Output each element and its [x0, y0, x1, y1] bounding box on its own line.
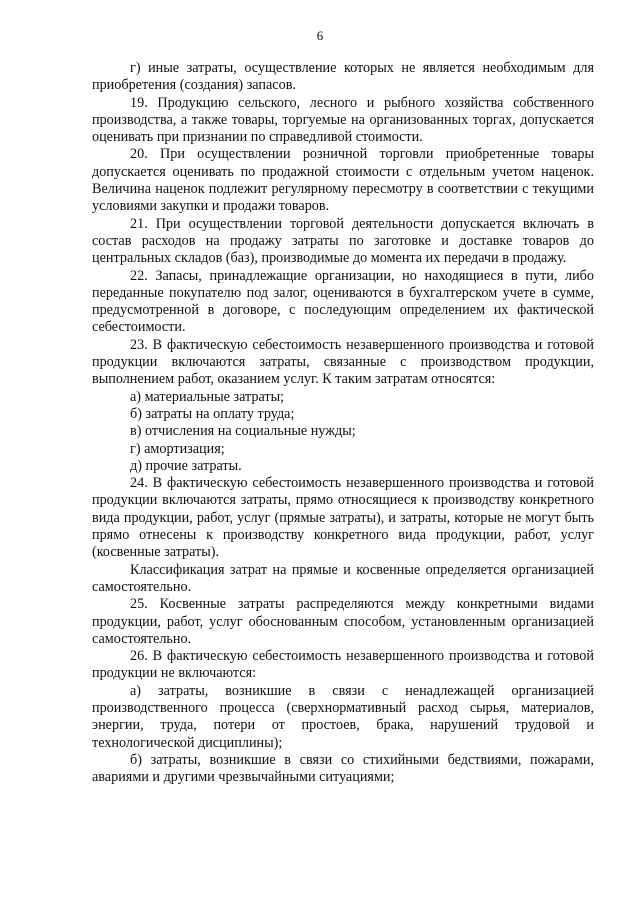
list-item-material-costs: а) материальные затраты;	[130, 388, 285, 405]
paragraph-26-a: а) затраты, возникшие в связи с ненадлежащей организацией производственного процесса (сверхнормативный расход сырья, материалов, энергии, труда, потери от простоев, брака, нарушений трудовой и технологической дисциплины);	[92, 682, 594, 751]
paragraph-22: 22. Запасы, принадлежащие организации, но находящиеся в пути, либо переданные покупателю под залог, оцениваются в бухгалтерском учете в сумме, предусмотренной в договоре, с последующим определением их фактической себестоимости.	[92, 267, 594, 336]
paragraph-23: 23. В фактическую себестоимость незавершенного производства и готовой продукции включаются затраты, связанные с производством продукции, выполнением работ, оказанием услуг. К таким затратам относятся:	[92, 336, 594, 388]
list-item-labor-costs: б) затраты на оплату труда;	[130, 405, 295, 422]
document-body	[92, 60, 594, 786]
paragraph-26: 26. В фактическую себестоимость незавершенного производства и готовой продукции не включаются:	[92, 648, 594, 682]
paragraph-19: 19. Продукцию сельского, лесного и рыбного хозяйства собственного производства, а также товары, торгуемые на организованных торгах, допускается оценивать при признании по справедливой стоимости.	[92, 94, 594, 146]
paragraph-20: 20. При осуществлении розничной торговли приобретенные товары допускается оценивать по продажной стоимости с отдельным учетом наценок. Величина наценок подлежит регулярному пересмотру в соответствии с текущими условиями закупки и продажи товаров.	[92, 146, 594, 215]
page-number: 6	[316, 28, 324, 43]
list-item-social-contributions: в) отчисления на социальные нужды;	[130, 423, 356, 440]
paragraph-26-b: б) затраты, возникшие в связи со стихийными бедствиями, пожарами, авариями и другими чрезвычайными ситуациями;	[92, 751, 594, 786]
paragraph-21: 21. При осуществлении торговой деятельности допускается включать в состав расходов на продажу затраты по заготовке и доставке товаров до центральных складов (баз), производимые до момента их передачи в продажу.	[92, 215, 594, 267]
paragraph-classification: Классификация затрат на прямые и косвенные определяется организацией самостоятельно.	[92, 561, 594, 595]
list-item-other-costs: д) прочие затраты.	[130, 457, 242, 474]
paragraph-24: 24. В фактическую себестоимость незавершенного производства и готовой продукции включаются затраты, прямо относящиеся к производству конкретного вида продукции, работ, услуг (прямые затраты), и затраты, которые не могут быть прямо отнесены к производству конкретного вида продукции, работ, услуг (косвенные затраты).	[92, 475, 594, 561]
list-item-depreciation: г) амортизация;	[130, 440, 225, 457]
paragraph-25: 25. Косвенные затраты распределяются между конкретными видами продукции, работ, услуг обоснованным способом, установленным организацией самостоятельно.	[92, 596, 594, 647]
paragraph-item-g-other-costs: г) иные затраты, осуществление которых не является необходимым для приобретения (создания) запасов.	[92, 60, 594, 94]
